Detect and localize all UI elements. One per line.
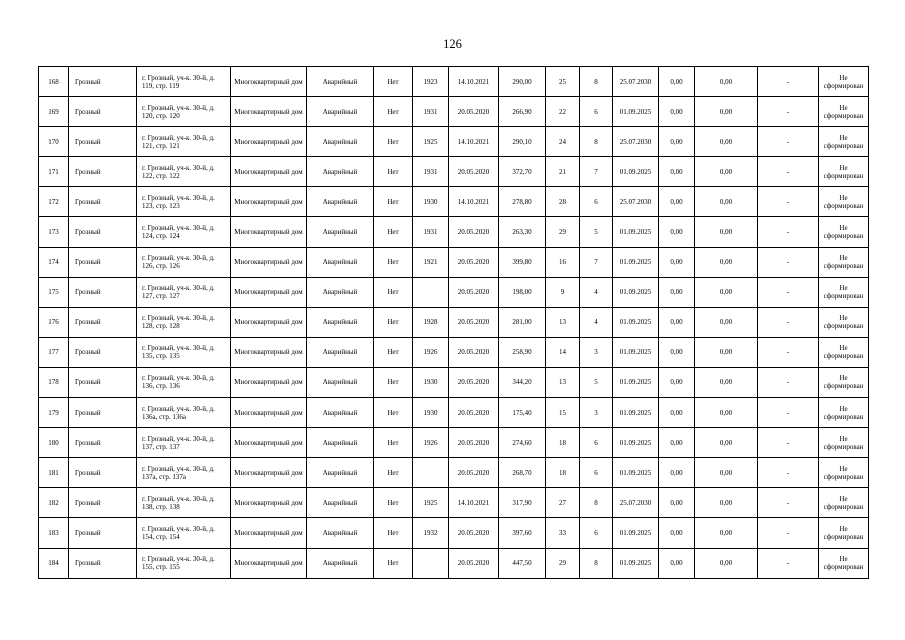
cell-count: 3	[580, 337, 613, 367]
cell-flag: Нет	[374, 277, 413, 307]
cell-building-type: Многоквартирный дом	[231, 67, 307, 97]
cell-residents: 13	[546, 307, 580, 337]
table-row	[39, 307, 869, 337]
cell-value-1: 0,00	[659, 247, 695, 277]
cell-area: 258,90	[499, 337, 546, 367]
cell-flag: Нет	[374, 428, 413, 458]
cell-row-number: 176	[39, 307, 69, 337]
cell-row-number: 179	[39, 398, 69, 428]
cell-address: г. Грозный, уч-к. 30-й, д. 127, стр. 127	[137, 277, 231, 307]
cell-year-built: 1931	[413, 157, 449, 187]
cell-address: г. Грозный, уч-к. 30-й, д. 136а, стр. 136а	[137, 398, 231, 428]
cell-dash: -	[758, 157, 819, 187]
cell-area: 281,00	[499, 307, 546, 337]
cell-count: 7	[580, 247, 613, 277]
cell-city: Грозный	[69, 548, 137, 578]
cell-count: 6	[580, 518, 613, 548]
cell-building-type: Многоквартирный дом	[231, 277, 307, 307]
cell-address: г. Грозный, уч-к. 30-й, д. 126, стр. 126	[137, 247, 231, 277]
cell-city: Грозный	[69, 97, 137, 127]
cell-resettlement-date: 01.09.2025	[613, 428, 659, 458]
cell-resettlement-date: 01.09.2025	[613, 97, 659, 127]
cell-condition-status: Аварийный	[307, 458, 374, 488]
cell-flag: Нет	[374, 398, 413, 428]
cell-value-2: 0,00	[695, 428, 758, 458]
cell-row-number: 171	[39, 157, 69, 187]
cell-residents: 25	[546, 67, 580, 97]
cell-address: г. Грозный, уч-к. 30-й, д. 135, стр. 135	[137, 337, 231, 367]
cell-city: Грозный	[69, 247, 137, 277]
table-row	[39, 217, 869, 247]
cell-count: 4	[580, 277, 613, 307]
cell-flag: Нет	[374, 97, 413, 127]
cell-resettlement-date: 01.09.2025	[613, 398, 659, 428]
cell-value-1: 0,00	[659, 277, 695, 307]
cell-count: 4	[580, 307, 613, 337]
cell-resettlement-date: 01.09.2025	[613, 548, 659, 578]
cell-dash: -	[758, 367, 819, 397]
cell-area: 290,10	[499, 127, 546, 157]
cell-dash: -	[758, 247, 819, 277]
cell-city: Грозный	[69, 367, 137, 397]
cell-address: г. Грозный, уч-к. 30-й, д. 128, стр. 128	[137, 307, 231, 337]
cell-year-built: 1930	[413, 398, 449, 428]
cell-value-2: 0,00	[695, 187, 758, 217]
cell-value-2: 0,00	[695, 127, 758, 157]
cell-residents: 22	[546, 97, 580, 127]
cell-value-2: 0,00	[695, 277, 758, 307]
cell-condition-status: Аварийный	[307, 277, 374, 307]
cell-resettlement-date: 01.09.2025	[613, 217, 659, 247]
cell-address: г. Грозный, уч-к. 30-й, д. 122, стр. 122	[137, 157, 231, 187]
cell-building-type: Многоквартирный дом	[231, 518, 307, 548]
cell-area: 266,90	[499, 97, 546, 127]
cell-building-type: Многоквартирный дом	[231, 428, 307, 458]
housing-registry-table	[38, 66, 869, 579]
cell-year-built: 1921	[413, 247, 449, 277]
cell-area: 198,00	[499, 277, 546, 307]
cell-resettlement-date: 01.09.2025	[613, 247, 659, 277]
cell-city: Грозный	[69, 488, 137, 518]
cell-area: 274,60	[499, 428, 546, 458]
cell-state: Не сформирован	[819, 458, 869, 488]
cell-state: Не сформирован	[819, 157, 869, 187]
cell-value-2: 0,00	[695, 458, 758, 488]
cell-recognition-date: 20.05.2020	[449, 367, 499, 397]
cell-resettlement-date: 01.09.2025	[613, 157, 659, 187]
cell-count: 6	[580, 187, 613, 217]
cell-condition-status: Аварийный	[307, 518, 374, 548]
cell-condition-status: Аварийный	[307, 97, 374, 127]
cell-recognition-date: 20.05.2020	[449, 97, 499, 127]
cell-area: 447,50	[499, 548, 546, 578]
cell-recognition-date: 14.10.2021	[449, 127, 499, 157]
cell-recognition-date: 20.05.2020	[449, 428, 499, 458]
cell-dash: -	[758, 217, 819, 247]
cell-condition-status: Аварийный	[307, 428, 374, 458]
cell-year-built: 1931	[413, 97, 449, 127]
cell-residents: 13	[546, 367, 580, 397]
cell-dash: -	[758, 428, 819, 458]
cell-row-number: 182	[39, 488, 69, 518]
cell-building-type: Многоквартирный дом	[231, 157, 307, 187]
cell-year-built: 1931	[413, 217, 449, 247]
cell-value-1: 0,00	[659, 307, 695, 337]
table-row	[39, 398, 869, 428]
cell-value-1: 0,00	[659, 97, 695, 127]
cell-recognition-date: 14.10.2021	[449, 67, 499, 97]
cell-count: 6	[580, 428, 613, 458]
cell-value-2: 0,00	[695, 67, 758, 97]
cell-state: Не сформирован	[819, 518, 869, 548]
cell-value-2: 0,00	[695, 97, 758, 127]
cell-row-number: 180	[39, 428, 69, 458]
cell-city: Грозный	[69, 187, 137, 217]
cell-residents: 28	[546, 187, 580, 217]
cell-value-2: 0,00	[695, 247, 758, 277]
cell-residents: 21	[546, 157, 580, 187]
cell-count: 3	[580, 398, 613, 428]
cell-state: Не сформирован	[819, 187, 869, 217]
cell-residents: 24	[546, 127, 580, 157]
cell-resettlement-date: 25.07.2030	[613, 127, 659, 157]
cell-dash: -	[758, 398, 819, 428]
cell-state: Не сформирован	[819, 127, 869, 157]
cell-row-number: 170	[39, 127, 69, 157]
cell-resettlement-date: 01.09.2025	[613, 458, 659, 488]
cell-state: Не сформирован	[819, 307, 869, 337]
cell-building-type: Многоквартирный дом	[231, 97, 307, 127]
cell-count: 8	[580, 488, 613, 518]
cell-residents: 16	[546, 247, 580, 277]
cell-address: г. Грозный, уч-к. 30-й, д. 137, стр. 137	[137, 428, 231, 458]
cell-condition-status: Аварийный	[307, 398, 374, 428]
cell-value-1: 0,00	[659, 337, 695, 367]
cell-count: 6	[580, 97, 613, 127]
cell-address: г. Грозный, уч-к. 30-й, д. 155, стр. 155	[137, 548, 231, 578]
cell-year-built: 1926	[413, 337, 449, 367]
cell-year-built: 1930	[413, 187, 449, 217]
cell-value-2: 0,00	[695, 337, 758, 367]
cell-value-2: 0,00	[695, 367, 758, 397]
cell-row-number: 183	[39, 518, 69, 548]
table-row	[39, 488, 869, 518]
cell-recognition-date: 20.05.2020	[449, 337, 499, 367]
cell-flag: Нет	[374, 337, 413, 367]
cell-address: г. Грозный, уч-к. 30-й, д. 154, стр. 154	[137, 518, 231, 548]
cell-row-number: 172	[39, 187, 69, 217]
cell-value-2: 0,00	[695, 398, 758, 428]
cell-year-built: 1923	[413, 67, 449, 97]
cell-address: г. Грозный, уч-к. 30-й, д. 119, стр. 119	[137, 67, 231, 97]
cell-year-built	[413, 548, 449, 578]
cell-building-type: Многоквартирный дом	[231, 488, 307, 518]
table-row	[39, 277, 869, 307]
table-row	[39, 157, 869, 187]
table-row	[39, 548, 869, 578]
cell-count: 5	[580, 217, 613, 247]
cell-resettlement-date: 01.09.2025	[613, 277, 659, 307]
cell-year-built: 1928	[413, 307, 449, 337]
cell-row-number: 184	[39, 548, 69, 578]
cell-city: Грозный	[69, 458, 137, 488]
cell-area: 278,80	[499, 187, 546, 217]
cell-condition-status: Аварийный	[307, 548, 374, 578]
cell-recognition-date: 20.05.2020	[449, 458, 499, 488]
cell-dash: -	[758, 488, 819, 518]
cell-resettlement-date: 25.07.2030	[613, 187, 659, 217]
cell-residents: 15	[546, 398, 580, 428]
cell-area: 399,80	[499, 247, 546, 277]
cell-residents: 33	[546, 518, 580, 548]
cell-recognition-date: 20.05.2020	[449, 277, 499, 307]
cell-area: 263,30	[499, 217, 546, 247]
cell-city: Грозный	[69, 428, 137, 458]
cell-flag: Нет	[374, 217, 413, 247]
cell-building-type: Многоквартирный дом	[231, 398, 307, 428]
cell-value-1: 0,00	[659, 488, 695, 518]
cell-area: 268,70	[499, 458, 546, 488]
cell-row-number: 169	[39, 97, 69, 127]
cell-condition-status: Аварийный	[307, 247, 374, 277]
cell-building-type: Многоквартирный дом	[231, 217, 307, 247]
cell-recognition-date: 20.05.2020	[449, 548, 499, 578]
cell-dash: -	[758, 458, 819, 488]
cell-value-1: 0,00	[659, 127, 695, 157]
cell-flag: Нет	[374, 367, 413, 397]
cell-resettlement-date: 01.09.2025	[613, 337, 659, 367]
table-row	[39, 97, 869, 127]
cell-dash: -	[758, 277, 819, 307]
cell-flag: Нет	[374, 157, 413, 187]
cell-row-number: 175	[39, 277, 69, 307]
cell-flag: Нет	[374, 67, 413, 97]
cell-value-1: 0,00	[659, 157, 695, 187]
cell-address: г. Грозный, уч-к. 30-й, д. 124, стр. 124	[137, 217, 231, 247]
cell-year-built	[413, 458, 449, 488]
cell-recognition-date: 20.05.2020	[449, 518, 499, 548]
table-row	[39, 247, 869, 277]
cell-condition-status: Аварийный	[307, 488, 374, 518]
cell-residents: 18	[546, 458, 580, 488]
cell-count: 8	[580, 67, 613, 97]
cell-flag: Нет	[374, 548, 413, 578]
cell-area: 317,90	[499, 488, 546, 518]
cell-value-1: 0,00	[659, 367, 695, 397]
table-row	[39, 428, 869, 458]
cell-area: 372,70	[499, 157, 546, 187]
cell-state: Не сформирован	[819, 488, 869, 518]
cell-flag: Нет	[374, 518, 413, 548]
cell-condition-status: Аварийный	[307, 187, 374, 217]
cell-state: Не сформирован	[819, 398, 869, 428]
cell-value-2: 0,00	[695, 518, 758, 548]
cell-dash: -	[758, 127, 819, 157]
cell-address: г. Грозный, уч-к. 30-й, д. 136, стр. 136	[137, 367, 231, 397]
cell-value-1: 0,00	[659, 67, 695, 97]
cell-value-1: 0,00	[659, 518, 695, 548]
cell-state: Не сформирован	[819, 548, 869, 578]
cell-state: Не сформирован	[819, 428, 869, 458]
cell-building-type: Многоквартирный дом	[231, 247, 307, 277]
cell-value-1: 0,00	[659, 428, 695, 458]
cell-dash: -	[758, 187, 819, 217]
cell-value-2: 0,00	[695, 217, 758, 247]
cell-residents: 29	[546, 548, 580, 578]
cell-value-1: 0,00	[659, 548, 695, 578]
cell-flag: Нет	[374, 127, 413, 157]
cell-value-1: 0,00	[659, 217, 695, 247]
cell-recognition-date: 20.05.2020	[449, 307, 499, 337]
cell-recognition-date: 20.05.2020	[449, 398, 499, 428]
table-row	[39, 367, 869, 397]
cell-address: г. Грозный, уч-к. 30-й, д. 120, стр. 120	[137, 97, 231, 127]
cell-city: Грозный	[69, 337, 137, 367]
cell-address: г. Грозный, уч-к. 30-й, д. 138, стр. 138	[137, 488, 231, 518]
cell-building-type: Многоквартирный дом	[231, 458, 307, 488]
cell-count: 8	[580, 127, 613, 157]
cell-area: 175,40	[499, 398, 546, 428]
cell-building-type: Многоквартирный дом	[231, 367, 307, 397]
cell-area: 344,20	[499, 367, 546, 397]
cell-residents: 27	[546, 488, 580, 518]
cell-value-1: 0,00	[659, 458, 695, 488]
cell-value-2: 0,00	[695, 307, 758, 337]
cell-count: 5	[580, 367, 613, 397]
cell-recognition-date: 14.10.2021	[449, 187, 499, 217]
table-row	[39, 518, 869, 548]
page-number: 126	[443, 37, 462, 51]
cell-address: г. Грозный, уч-к. 30-й, д. 121, стр. 121	[137, 127, 231, 157]
cell-recognition-date: 20.05.2020	[449, 157, 499, 187]
cell-count: 6	[580, 458, 613, 488]
table-row	[39, 187, 869, 217]
cell-residents: 18	[546, 428, 580, 458]
cell-row-number: 181	[39, 458, 69, 488]
cell-value-1: 0,00	[659, 187, 695, 217]
cell-flag: Нет	[374, 187, 413, 217]
table-row	[39, 458, 869, 488]
cell-residents: 9	[546, 277, 580, 307]
cell-row-number: 173	[39, 217, 69, 247]
cell-row-number: 168	[39, 67, 69, 97]
cell-year-built: 1925	[413, 127, 449, 157]
cell-year-built: 1925	[413, 488, 449, 518]
cell-dash: -	[758, 548, 819, 578]
cell-row-number: 177	[39, 337, 69, 367]
cell-row-number: 178	[39, 367, 69, 397]
cell-recognition-date: 20.05.2020	[449, 247, 499, 277]
cell-condition-status: Аварийный	[307, 367, 374, 397]
cell-count: 7	[580, 157, 613, 187]
cell-dash: -	[758, 67, 819, 97]
cell-resettlement-date: 01.09.2025	[613, 307, 659, 337]
cell-value-2: 0,00	[695, 488, 758, 518]
cell-dash: -	[758, 337, 819, 367]
cell-dash: -	[758, 307, 819, 337]
cell-condition-status: Аварийный	[307, 307, 374, 337]
cell-flag: Нет	[374, 247, 413, 277]
cell-state: Не сформирован	[819, 247, 869, 277]
cell-resettlement-date: 01.09.2025	[613, 367, 659, 397]
table-row	[39, 127, 869, 157]
cell-city: Грозный	[69, 127, 137, 157]
cell-city: Грозный	[69, 518, 137, 548]
cell-recognition-date: 14.10.2021	[449, 488, 499, 518]
cell-condition-status: Аварийный	[307, 157, 374, 187]
cell-resettlement-date: 25.07.2030	[613, 67, 659, 97]
cell-residents: 14	[546, 337, 580, 367]
cell-city: Грозный	[69, 217, 137, 247]
cell-area: 290,00	[499, 67, 546, 97]
cell-year-built: 1926	[413, 428, 449, 458]
cell-condition-status: Аварийный	[307, 127, 374, 157]
cell-value-2: 0,00	[695, 157, 758, 187]
cell-residents: 29	[546, 217, 580, 247]
cell-building-type: Многоквартирный дом	[231, 187, 307, 217]
cell-resettlement-date: 01.09.2025	[613, 518, 659, 548]
cell-condition-status: Аварийный	[307, 67, 374, 97]
cell-condition-status: Аварийный	[307, 337, 374, 367]
cell-state: Не сформирован	[819, 277, 869, 307]
cell-city: Грозный	[69, 277, 137, 307]
cell-area: 397,60	[499, 518, 546, 548]
cell-building-type: Многоквартирный дом	[231, 127, 307, 157]
cell-city: Грозный	[69, 307, 137, 337]
cell-state: Не сформирован	[819, 97, 869, 127]
cell-address: г. Грозный, уч-к. 30-й, д. 137а, стр. 137а	[137, 458, 231, 488]
cell-condition-status: Аварийный	[307, 217, 374, 247]
cell-flag: Нет	[374, 307, 413, 337]
cell-state: Не сформирован	[819, 367, 869, 397]
cell-resettlement-date: 25.07.2030	[613, 488, 659, 518]
cell-recognition-date: 20.05.2020	[449, 217, 499, 247]
table-row	[39, 67, 869, 97]
cell-value-1: 0,00	[659, 398, 695, 428]
cell-dash: -	[758, 518, 819, 548]
table-body	[39, 67, 869, 579]
cell-city: Грозный	[69, 398, 137, 428]
cell-state: Не сформирован	[819, 337, 869, 367]
cell-address: г. Грозный, уч-к. 30-й, д. 123, стр. 123	[137, 187, 231, 217]
cell-year-built: 1930	[413, 367, 449, 397]
cell-building-type: Многоквартирный дом	[231, 548, 307, 578]
cell-flag: Нет	[374, 488, 413, 518]
cell-city: Грозный	[69, 157, 137, 187]
cell-count: 8	[580, 548, 613, 578]
cell-row-number: 174	[39, 247, 69, 277]
cell-building-type: Многоквартирный дом	[231, 337, 307, 367]
cell-year-built: 1932	[413, 518, 449, 548]
cell-dash: -	[758, 97, 819, 127]
cell-flag: Нет	[374, 458, 413, 488]
cell-state: Не сформирован	[819, 67, 869, 97]
cell-year-built	[413, 277, 449, 307]
cell-value-2: 0,00	[695, 548, 758, 578]
cell-building-type: Многоквартирный дом	[231, 307, 307, 337]
cell-state: Не сформирован	[819, 217, 869, 247]
cell-city: Грозный	[69, 67, 137, 97]
table-row	[39, 337, 869, 367]
